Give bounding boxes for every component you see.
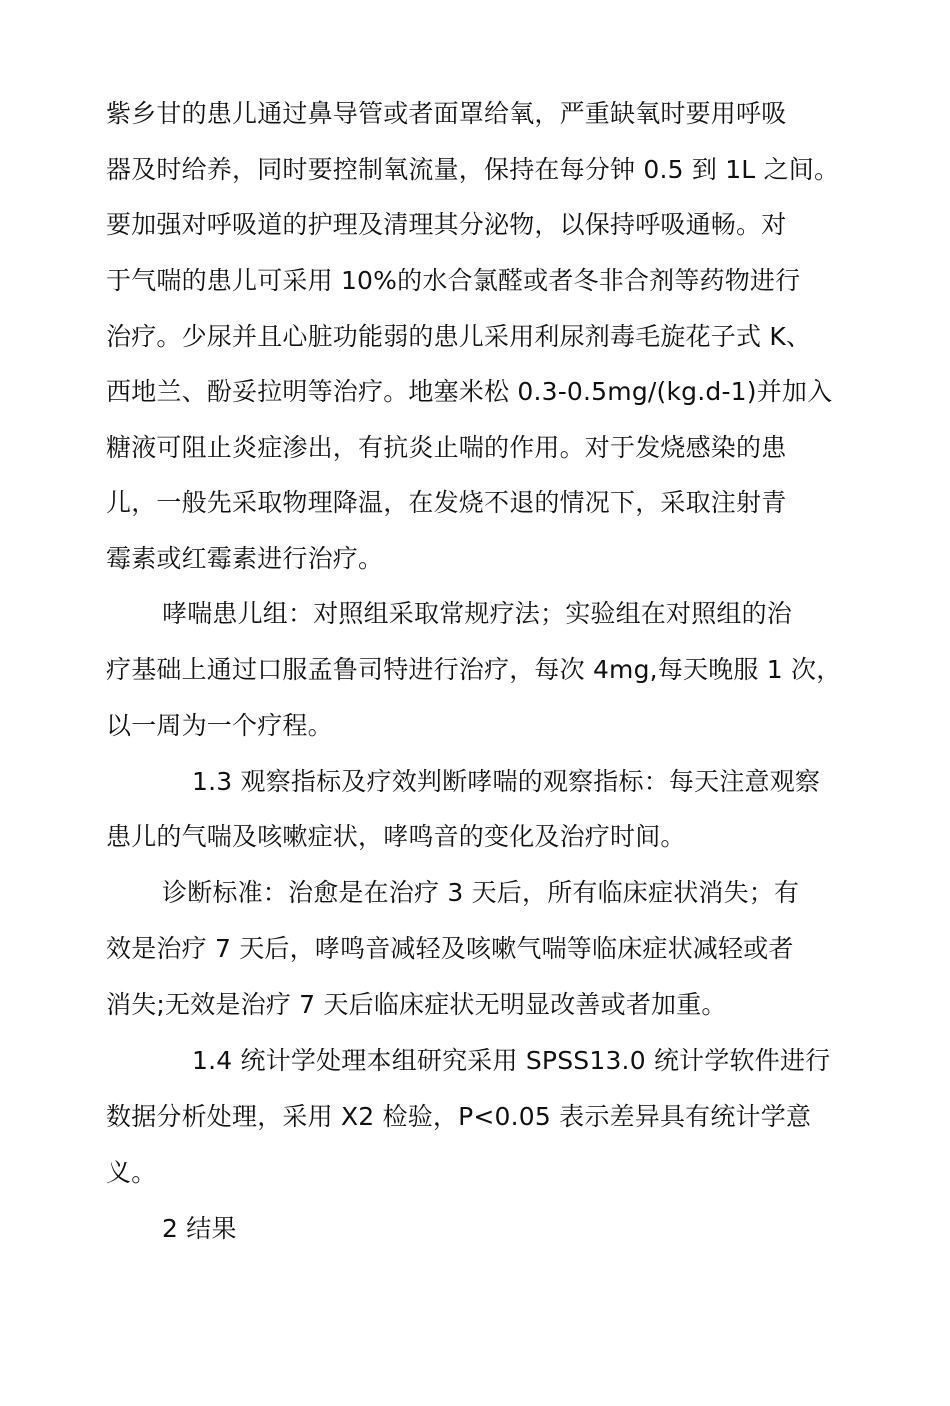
section-heading-line: 1.3 观察指标及疗效判断哮喘的观察指标：每天注意观察 xyxy=(192,767,821,796)
section-heading: 2 结果 xyxy=(162,1214,237,1243)
paragraph-line: 哮喘患儿组：对照组采取常规疗法；实验组在对照组的治 xyxy=(162,599,793,628)
paragraph-line: 诊断标准：治愈是在治疗 3 天后，所有临床症状消失；有 xyxy=(162,878,800,907)
paragraph-line: 数据分析处理，采用 X2 检验，P<0.05 表示差异具有统计学意 xyxy=(106,1102,812,1131)
paragraph-line: 器及时给养，同时要控制氧流量，保持在每分钟 0.5 到 1L 之间。 xyxy=(106,155,840,184)
paragraph-line: 疗基础上通过口服孟鲁司特进行治疗，每次 4mg,每天晚服 1 次， xyxy=(106,655,842,684)
paragraph-line: 西地兰、酚妥拉明等治疗。地塞米松 0.3-0.5mg/(kg.d-1)并加入 xyxy=(106,377,833,406)
paragraph-line: 于气喘的患儿可采用 10%的水合氯醛或者冬非合剂等药物进行 xyxy=(106,266,801,295)
paragraph-line: 以一周为一个疗程。 xyxy=(106,711,333,740)
paragraph-line: 效是治疗 7 天后，哮鸣音减轻及咳嗽气喘等临床症状减轻或者 xyxy=(106,934,794,963)
paragraph-line: 霉素或红霉素进行治疗。 xyxy=(106,544,384,573)
paragraph-line: 儿，一般先采取物理降温，在发烧不退的情况下，采取注射青 xyxy=(106,488,787,517)
paragraph-line: 治疗。少尿并且心脏功能弱的患儿采用利尿剂毒毛旋花子式 K、 xyxy=(106,322,812,351)
paragraph-line: 紫乡甘的患儿通过鼻导管或者面罩给氧，严重缺氧时要用呼吸 xyxy=(106,99,787,128)
paragraph-line: 患儿的气喘及咳嗽症状，哮鸣音的变化及治疗时间。 xyxy=(106,822,686,851)
section-heading-line: 1.4 统计学处理本组研究采用 SPSS13.0 统计学软件进行 xyxy=(192,1046,831,1075)
paragraph-line: 要加强对呼吸道的护理及清理其分泌物，以保持呼吸通畅。对 xyxy=(106,210,787,239)
paragraph-line: 糖液可阻止炎症渗出，有抗炎止喘的作用。对于发烧感染的患 xyxy=(106,433,787,462)
paragraph-line: 消失;无效是治疗 7 天后临床症状无明显改善或者加重。 xyxy=(106,990,727,1019)
paragraph-line: 义。 xyxy=(106,1158,157,1187)
